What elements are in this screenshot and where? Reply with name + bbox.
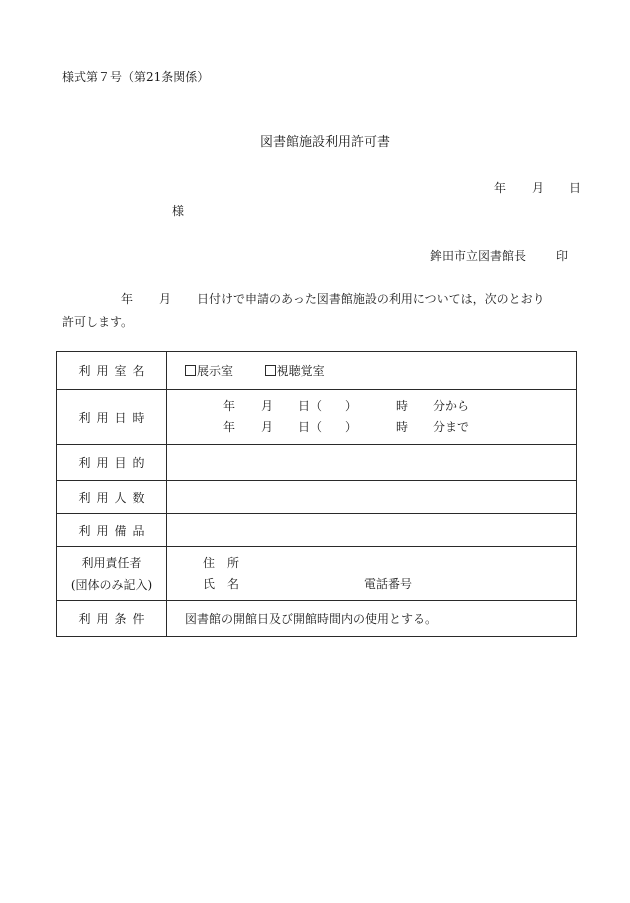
responsible-label-cell — [57, 547, 167, 601]
responsible-note: (団体のみ記入) — [70, 577, 153, 592]
datetime-start-line — [185, 395, 576, 417]
datetime-label: 利用日時 — [78, 410, 145, 425]
document-title: 図書館施設利用許可書 — [260, 135, 391, 150]
start-minute-label: 分から — [433, 399, 470, 413]
datetime-end-line — [185, 417, 576, 439]
datetime-label-cell — [57, 390, 167, 445]
conditions-label: 利用条件 — [78, 612, 145, 626]
name-label: 氏 名 — [203, 576, 240, 591]
row-equipment — [57, 514, 577, 547]
end-year-label: 年 — [223, 420, 236, 434]
date-day-label: 日 — [569, 181, 582, 195]
conditions-value-cell — [167, 601, 577, 637]
people-value-cell[interactable] — [167, 481, 577, 514]
intro-line1: 日付けで申請のあった図書館施設の利用については，次のとおり — [197, 292, 545, 306]
room-option-av[interactable]: 視聴覚室 — [265, 364, 325, 378]
date-year-label: 年 — [494, 181, 507, 195]
form-number: 様式第７号（第21条関係） — [62, 70, 210, 84]
start-weekday-close: ） — [345, 399, 358, 413]
room-value-cell — [167, 352, 577, 390]
end-month-label: 月 — [261, 420, 274, 434]
checkbox-icon — [185, 365, 196, 376]
row-conditions — [57, 601, 577, 637]
issuer-seal: 印 — [556, 249, 569, 263]
permit-table — [56, 351, 577, 637]
datetime-value-cell — [167, 390, 577, 445]
row-people — [57, 481, 577, 514]
equipment-label: 利用備品 — [78, 523, 145, 538]
people-label: 利用人数 — [78, 490, 145, 505]
checkbox-icon — [265, 365, 276, 376]
end-day-label: 日（ — [298, 420, 323, 434]
start-day-label: 日（ — [298, 399, 323, 413]
start-year-label: 年 — [223, 399, 236, 413]
row-responsible — [57, 547, 577, 601]
start-hour-label: 時 — [396, 399, 409, 413]
room-label: 利用室名 — [78, 364, 145, 378]
purpose-value-cell[interactable] — [167, 445, 577, 481]
phone-label: 電話番号 — [364, 576, 413, 591]
people-label-cell — [57, 481, 167, 514]
conditions-text: 図書館の開館日及び開館時間内の使用とする。 — [185, 612, 438, 626]
equipment-value-cell[interactable] — [167, 514, 577, 547]
intro-month: 月 — [159, 292, 172, 306]
address-label: 住 所 — [203, 555, 240, 570]
row-datetime — [57, 390, 577, 445]
addressee-suffix: 様 — [172, 204, 185, 218]
issuer-name: 鉾田市立図書館長 — [430, 249, 527, 263]
intro-year: 年 — [121, 292, 134, 306]
row-purpose — [57, 445, 577, 481]
responsible-value-cell — [167, 547, 577, 601]
responsible-address-line — [185, 552, 576, 574]
room-label-cell — [57, 352, 167, 390]
equipment-label-cell — [57, 514, 167, 547]
intro-line2: 許可します。 — [62, 315, 134, 329]
row-room — [57, 352, 577, 390]
room-option-exhibition[interactable]: 展示室 — [185, 364, 233, 378]
responsible-name-line — [185, 574, 576, 596]
end-minute-label: 分まで — [433, 420, 470, 434]
end-weekday-close: ） — [345, 420, 358, 434]
end-hour-label: 時 — [396, 420, 409, 434]
date-month-label: 月 — [532, 181, 545, 195]
responsible-label: 利用責任者 — [81, 555, 142, 570]
purpose-label-cell — [57, 445, 167, 481]
start-month-label: 月 — [261, 399, 274, 413]
purpose-label: 利用目的 — [78, 456, 145, 470]
conditions-label-cell — [57, 601, 167, 637]
